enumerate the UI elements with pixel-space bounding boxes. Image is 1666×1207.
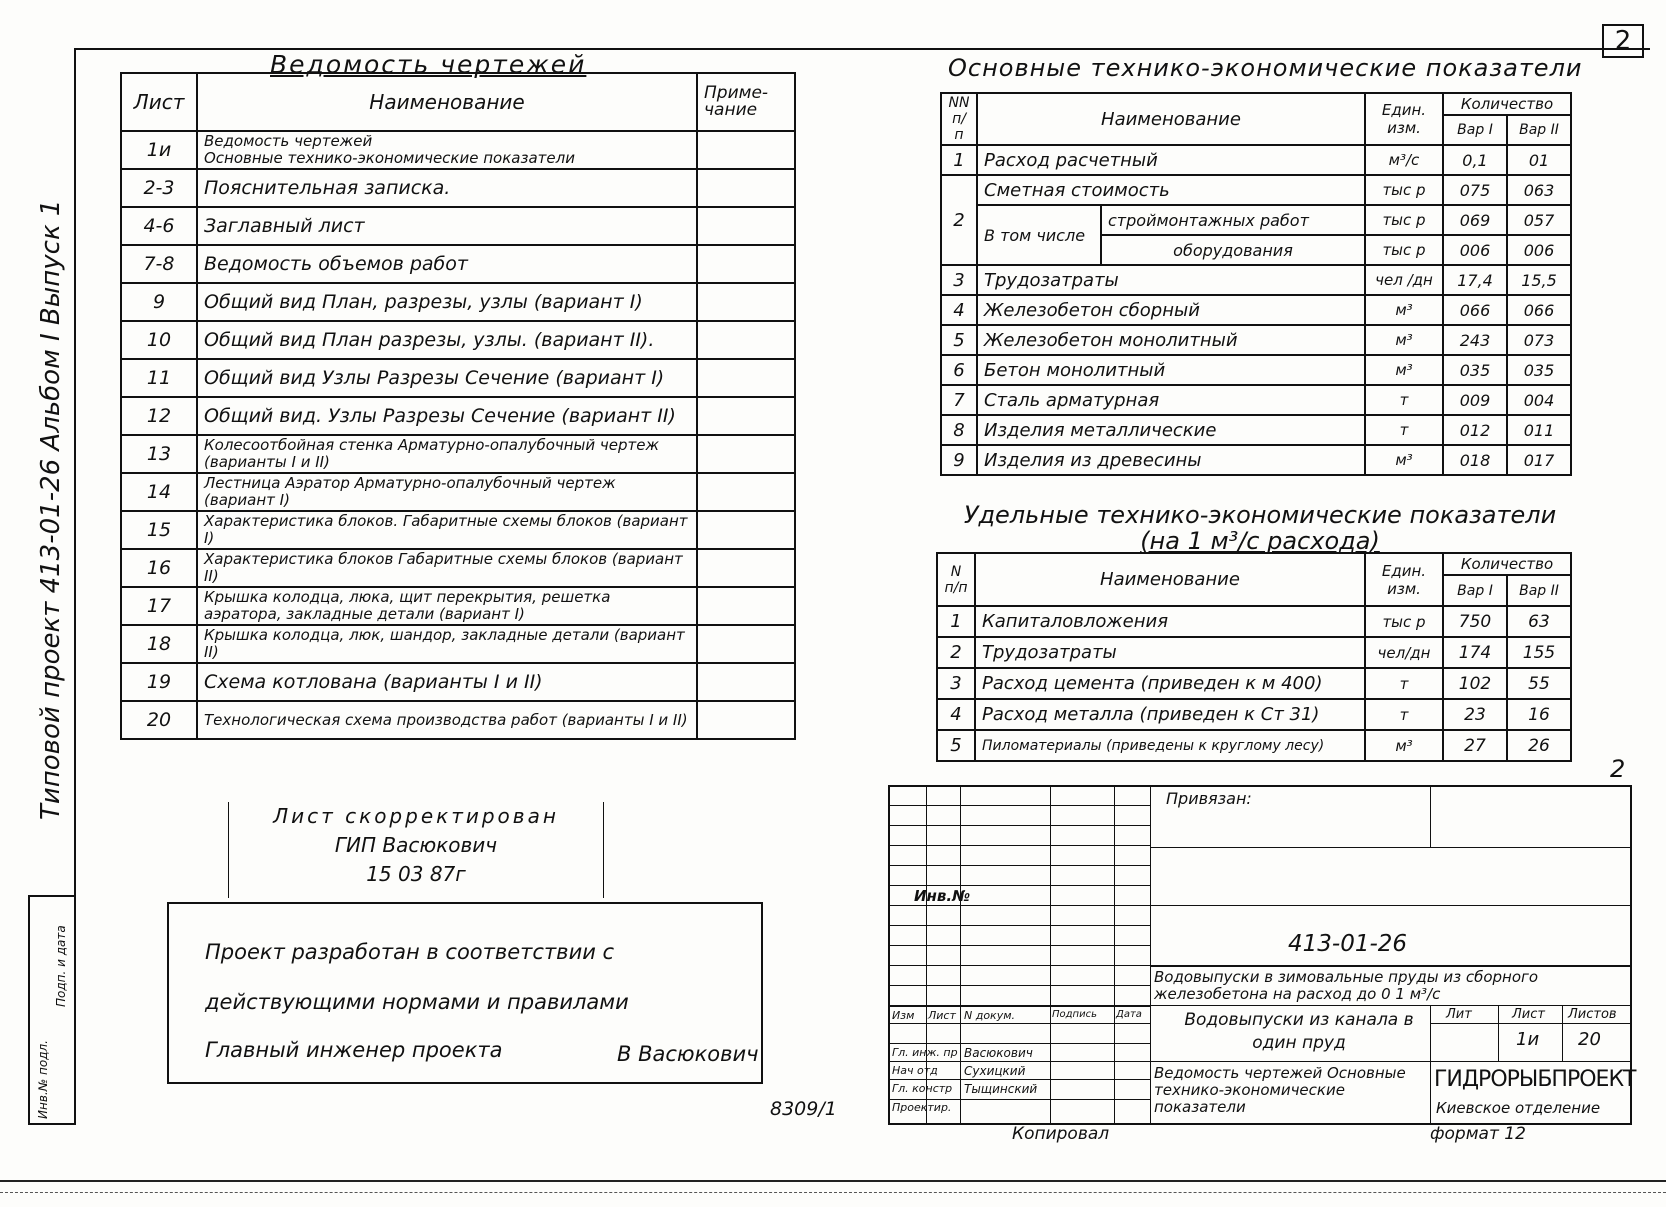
sheet-note <box>697 663 795 701</box>
person-1: Васюкович <box>964 1046 1033 1060</box>
row-var1: 018 <box>1443 445 1507 475</box>
sheet-number: 20 <box>121 701 197 739</box>
table-row <box>121 587 795 625</box>
project-code: 413-01-26 <box>1288 931 1408 957</box>
sheet-name: Общий вид План разрезы, узлы. (вариант II). <box>197 321 697 359</box>
role-4: Проектир. <box>892 1101 952 1114</box>
table-header-row <box>937 553 1571 575</box>
row-unit: тыс р <box>1365 205 1443 235</box>
row-var1: 012 <box>1443 415 1507 445</box>
row-unit: м³ <box>1365 445 1443 475</box>
col-header-name: Наименование <box>197 73 697 131</box>
row-var1: 17,4 <box>1443 265 1507 295</box>
row-name: Железобетон монолитный <box>977 325 1365 355</box>
person-2: Сухицкий <box>964 1064 1026 1078</box>
table-row <box>937 699 1571 730</box>
specific-title-main: Удельные технико-экономические показатели <box>963 501 1557 529</box>
sheet-name: Характеристика блоков. Габаритные схемы блоков (вариант I) <box>197 511 697 549</box>
row-unit: м³ <box>1365 325 1443 355</box>
row-name: Пиломатериалы (приведены к круглому лесу) <box>975 730 1365 761</box>
table-row <box>121 435 795 473</box>
table-row <box>121 473 795 511</box>
row-var2: 057 <box>1507 205 1571 235</box>
row-name: Расход цемента (приведен к м 400) <box>975 668 1365 699</box>
row-var2: 066 <box>1507 295 1571 325</box>
col-header-note: Приме-чание <box>697 73 795 131</box>
sheet-note <box>697 587 795 625</box>
sheet-number: 18 <box>121 625 197 663</box>
sheet-number: 14 <box>121 473 197 511</box>
side-signature-box <box>28 895 76 1125</box>
sheet-note <box>697 131 795 169</box>
row-var1: 0,1 <box>1443 145 1507 175</box>
sheet-note <box>697 511 795 549</box>
sheet-name: Схема котлована (варианты I и II) <box>197 663 697 701</box>
col-header-name: Наименование <box>977 93 1365 145</box>
sheet-number: 11 <box>121 359 197 397</box>
sheet-name: Технологическая схема производства работ (варианты I и II) <box>197 701 697 739</box>
sheet-note <box>697 207 795 245</box>
title-block <box>888 785 1636 1125</box>
row-number: 1 <box>941 145 977 175</box>
table-row <box>121 321 795 359</box>
row-number: 3 <box>941 265 977 295</box>
table-row <box>941 355 1571 385</box>
row-number: 6 <box>941 355 977 385</box>
row-name: Капиталовложения <box>975 606 1365 637</box>
sheet-note <box>697 283 795 321</box>
row-name: Изделия из древесины <box>977 445 1365 475</box>
table-header-row <box>121 73 795 131</box>
row-unit: м³ <box>1365 295 1443 325</box>
row-name: Железобетон сборный <box>977 295 1365 325</box>
table-row <box>941 415 1571 445</box>
department-name: Киевское отделение <box>1436 1099 1601 1117</box>
row-unit: тыс р <box>1365 175 1443 205</box>
stamp-line-2: ГИП Васюкович <box>334 833 498 857</box>
role-1: Гл. инж. пр <box>892 1046 958 1059</box>
indicators-title: Основные технико-экономические показатели <box>948 54 1583 82</box>
table-row <box>937 668 1571 699</box>
col-date: Дата <box>1116 1009 1142 1020</box>
row-name: Сталь арматурная <box>977 385 1365 415</box>
project-name: Водовыпуски в зимовальные пруды из сборного железобетона на расход до 0 1 м³/с <box>1154 968 1539 1003</box>
sheet-note <box>697 245 795 283</box>
row-unit: т <box>1365 415 1443 445</box>
indicators-table <box>940 92 1572 476</box>
specific-title-sub: (на 1 м³/с расхода) <box>1140 527 1380 555</box>
drawings-body <box>121 131 795 739</box>
col-sheet: Лист <box>928 1009 956 1022</box>
col-header-unit: Един. изм. <box>1365 93 1443 145</box>
sheet-name: Пояснительная записка. <box>197 169 697 207</box>
row-var1: 066 <box>1443 295 1507 325</box>
row-number: 7 <box>941 385 977 415</box>
indicators-body <box>941 145 1571 475</box>
col-header-name: Наименование <box>975 553 1365 606</box>
col-header-qty: Количество <box>1443 93 1571 115</box>
table-row <box>941 175 1571 205</box>
bottom-border <box>0 1180 1666 1182</box>
sheet-title: Ведомость чертежей Основные технико-экономические показатели <box>1154 1064 1406 1116</box>
table-header-row <box>941 93 1571 115</box>
col-sign: Подпись <box>1052 1009 1097 1020</box>
row-unit: тыс р <box>1365 606 1443 637</box>
table-row <box>941 325 1571 355</box>
sheet-name: Общий вид План, разрезы, узлы (вариант I) <box>197 283 697 321</box>
row-name: Сметная стоимость <box>977 175 1365 205</box>
inv-label: Инв.№ <box>914 887 971 905</box>
specific-body <box>937 606 1571 761</box>
sheet-number: 13 <box>121 435 197 473</box>
sheet-name: Общий вид. Узлы Разрезы Сечение (вариант II) <box>197 397 697 435</box>
col-header-var1: Вар I <box>1443 575 1507 606</box>
role-3: Гл. констр <box>892 1082 953 1095</box>
note-line-4: В Васюкович <box>617 1042 759 1066</box>
row-var1: 174 <box>1443 637 1507 668</box>
correction-stamp <box>228 802 604 898</box>
side-title: Типовой проект 413-01-26 Альбом I Выпуск 1 <box>36 199 66 820</box>
sheet-number: 4-6 <box>121 207 197 245</box>
row-var2: 155 <box>1507 637 1571 668</box>
table-row <box>937 606 1571 637</box>
row-number: 4 <box>937 699 975 730</box>
row-name: строймонтажных работ <box>1101 205 1365 235</box>
table-row <box>941 385 1571 415</box>
note-line-1: Проект разработан в соответствии с <box>205 940 615 964</box>
page-number: 2 <box>1602 24 1644 58</box>
sheet-note <box>697 549 795 587</box>
col-izm: Изм <box>892 1009 915 1022</box>
row-number: 4 <box>941 295 977 325</box>
side-box-label-inv: Инв.№ подл. <box>36 1040 50 1119</box>
row-unit: чел /дн <box>1365 265 1443 295</box>
row-var1: 27 <box>1443 730 1507 761</box>
sheet-name: Крышка колодца, люк, шандор, закладные детали (вариант II) <box>197 625 697 663</box>
table-row <box>121 245 795 283</box>
sheet-label: Лист <box>1512 1007 1545 1022</box>
sheet-note <box>697 321 795 359</box>
sheet-number: 9 <box>121 283 197 321</box>
col-header-var2: Вар II <box>1507 575 1571 606</box>
col-header-sheet: Лист <box>121 73 197 131</box>
table-row <box>937 637 1571 668</box>
row-var1: 23 <box>1443 699 1507 730</box>
table-row <box>121 359 795 397</box>
row-var2: 16 <box>1507 699 1571 730</box>
sheet-note <box>697 169 795 207</box>
row-unit: м³/с <box>1365 145 1443 175</box>
person-3: Тыщинский <box>964 1082 1038 1096</box>
row-unit: м³ <box>1365 730 1443 761</box>
table-row <box>121 283 795 321</box>
row-var1: 006 <box>1443 235 1507 265</box>
lit-label: Лит <box>1446 1007 1472 1022</box>
table-row <box>121 511 795 549</box>
sheet-name: Общий вид Узлы Разрезы Сечение (вариант I) <box>197 359 697 397</box>
col-header-var2: Вар II <box>1507 115 1571 145</box>
drawings-table <box>120 72 796 740</box>
organization-name: ГИДРОРЫБПРОЕКТ <box>1434 1067 1636 1092</box>
note-line-2: действующими нормами и правилами <box>205 990 629 1014</box>
drawings-title: Ведомость чертежей <box>270 50 587 79</box>
row-name: Расход расчетный <box>977 145 1365 175</box>
row-var2: 26 <box>1507 730 1571 761</box>
note-line-3: Главный инженер проекта <box>205 1038 503 1062</box>
sheets-value: 20 <box>1578 1029 1601 1050</box>
sheet-number: 19 <box>121 663 197 701</box>
row-number: 2 <box>937 637 975 668</box>
row-var1: 035 <box>1443 355 1507 385</box>
row-name: Расход металла (приведен к Ст 31) <box>975 699 1365 730</box>
bottom-cut-line <box>0 1192 1666 1193</box>
role-2: Нач отд <box>892 1064 938 1077</box>
table-row <box>121 701 795 739</box>
sheet-number: 1и <box>121 131 197 169</box>
table-row <box>121 625 795 663</box>
row-name: оборудования <box>1101 235 1365 265</box>
object-name: Водовыпуски из канала в один пруд <box>1184 1010 1414 1053</box>
sheet-note <box>697 435 795 473</box>
row-number: 3 <box>937 668 975 699</box>
sheet-name: Ведомость объемов работ <box>197 245 697 283</box>
sheet-name: Лестница Аэратор Арматурно-опалубочный чертеж (вариант I) <box>197 473 697 511</box>
row-unit: т <box>1365 699 1443 730</box>
in-that-number: В том числе <box>977 205 1101 265</box>
row-unit: т <box>1365 668 1443 699</box>
table-row <box>121 169 795 207</box>
row-var1: 102 <box>1443 668 1507 699</box>
side-box-label-sign: Подп. и дата <box>54 925 68 1007</box>
row-var2: 063 <box>1507 175 1571 205</box>
col-header-unit: Един. изм. <box>1365 553 1443 606</box>
sheet-name: Заглавный лист <box>197 207 697 245</box>
sheet-name: Ведомость чертежей Основные технико-экономические показатели <box>197 131 697 169</box>
table-row <box>941 205 1571 235</box>
sheet-note <box>697 359 795 397</box>
col-header-var1: Вар I <box>1443 115 1507 145</box>
row-number: 1 <box>937 606 975 637</box>
sheet-value: 1и <box>1516 1029 1540 1050</box>
format-label: формат 12 <box>1430 1124 1526 1144</box>
row-var1: 075 <box>1443 175 1507 205</box>
row-var2: 63 <box>1507 606 1571 637</box>
stamp-line-3: 15 03 87г <box>366 862 466 886</box>
sheet-name: Колесоотбойная стенка Арматурно-опалубочный чертеж (варианты I и II) <box>197 435 697 473</box>
sheet-name: Крышка колодца, люка, щит перекрытия, решетка аэратора, закладные детали (вариант I) <box>197 587 697 625</box>
sheets-label: Листов <box>1568 1007 1617 1022</box>
sheet-number: 15 <box>121 511 197 549</box>
row-var2: 006 <box>1507 235 1571 265</box>
row-var2: 01 <box>1507 145 1571 175</box>
row-var2: 035 <box>1507 355 1571 385</box>
row-number: 5 <box>941 325 977 355</box>
col-doc: N докум. <box>964 1009 1016 1022</box>
row-var2: 073 <box>1507 325 1571 355</box>
sheet-note <box>697 625 795 663</box>
row-name: Трудозатраты <box>975 637 1365 668</box>
sheet-number: 16 <box>121 549 197 587</box>
row-number: 8 <box>941 415 977 445</box>
table-row <box>121 131 795 169</box>
sheet-note <box>697 473 795 511</box>
row-unit: т <box>1365 385 1443 415</box>
table-row <box>941 295 1571 325</box>
attached-label: Привязан: <box>1166 789 1252 808</box>
specific-title <box>950 502 1570 554</box>
row-var1: 069 <box>1443 205 1507 235</box>
table-row <box>941 145 1571 175</box>
sheet-note <box>697 397 795 435</box>
sheet-name: Характеристика блоков Габаритные схемы блоков (вариант II) <box>197 549 697 587</box>
copied-label: Копировал <box>1012 1124 1110 1144</box>
row-var1: 750 <box>1443 606 1507 637</box>
row-unit: чел/дн <box>1365 637 1443 668</box>
row-number: 5 <box>937 730 975 761</box>
sheet-code: 8309/1 <box>770 1098 837 1120</box>
specific-table <box>936 552 1572 762</box>
stamp-line-1: Лист скорректирован <box>273 804 559 828</box>
col-header-qty: Количество <box>1443 553 1571 575</box>
table-row <box>121 207 795 245</box>
row-name: Трудозатраты <box>977 265 1365 295</box>
row-var1: 243 <box>1443 325 1507 355</box>
row-var2: 55 <box>1507 668 1571 699</box>
row-var2: 011 <box>1507 415 1571 445</box>
sheet-number: 2-3 <box>121 169 197 207</box>
table-row <box>937 730 1571 761</box>
table-row <box>121 663 795 701</box>
table-row <box>941 445 1571 475</box>
table-row <box>121 397 795 435</box>
col-header-nn: NN п/п <box>941 93 977 145</box>
compliance-note <box>167 902 763 1084</box>
row-var2: 15,5 <box>1507 265 1571 295</box>
col-header-nn: N п/п <box>937 553 975 606</box>
row-name: Бетон монолитный <box>977 355 1365 385</box>
sheet-number: 12 <box>121 397 197 435</box>
sheet-number: 17 <box>121 587 197 625</box>
row-unit: м³ <box>1365 355 1443 385</box>
row-unit: тыс р <box>1365 235 1443 265</box>
revision-mark: 2 <box>1610 755 1626 783</box>
row-var2: 017 <box>1507 445 1571 475</box>
sheet-number: 10 <box>121 321 197 359</box>
row-var1: 009 <box>1443 385 1507 415</box>
row-var2: 004 <box>1507 385 1571 415</box>
table-row <box>941 265 1571 295</box>
table-row <box>121 549 795 587</box>
sheet-number: 7-8 <box>121 245 197 283</box>
row-number: 2 <box>941 175 977 265</box>
row-name: Изделия металлические <box>977 415 1365 445</box>
sheet-note <box>697 701 795 739</box>
row-number: 9 <box>941 445 977 475</box>
